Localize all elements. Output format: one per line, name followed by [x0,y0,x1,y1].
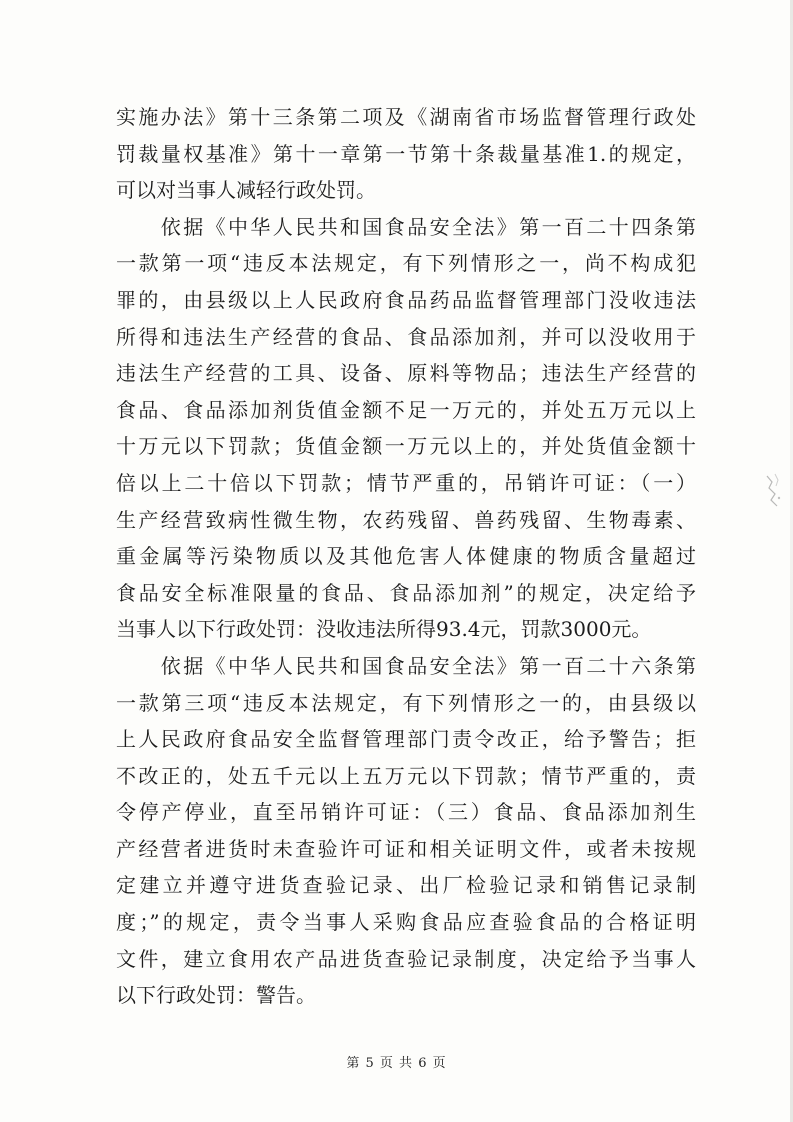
text-line: 所得和违法生产经营的食品、食品添加剂，并可以没收用于 [116,324,696,349]
text-line: 一款第三项“违反本法规定，有下列情形之一的，由县级以 [116,690,696,715]
text-line: 罪的，由县级以上人民政府食品药品监督管理部门没收违法 [116,287,696,312]
text-line: 十万元以下罚款；货值金额一万元以上的，并处货值金额十 [116,434,696,459]
text-line: 罚裁量权基准》第十一章第一节第十条裁量基准1.的规定， [116,141,696,166]
text-line: 不改正的，处五千元以上五万元以下罚款；情节严重的，责 [116,763,696,788]
text-line: 文件，建立食用农产品进货查验记录制度，决定给予当事人 [116,946,696,971]
text-line: 重金属等污染物质以及其他危害人体健康的物质含量超过 [116,544,696,569]
text-line: 生产经营致病性微生物，农药残留、兽药残留、生物毒素、 [116,507,696,532]
scan-smudge-mark [763,470,785,516]
text-line: 产经营者进货时未查验许可证和相关证明文件，或者未按规 [116,836,696,861]
text-line: 倍以上二十倍以下罚款；情节严重的，吊销许可证：（一） [116,470,696,495]
page-number-footer: 第 5 页 共 6 页 [346,1056,447,1071]
text-line: 依据《中华人民共和国食品安全法》第一百二十四条第 [116,214,696,239]
body-text [116,99,696,1014]
text-line: 违法生产经营的工具、设备、原料等物品；违法生产经营的 [116,361,696,386]
text-line: 一款第一项“违反本法规定，有下列情形之一，尚不构成犯 [116,251,696,276]
text-line: 实施办法》第十三条第二项及《湖南省市场监督管理行政处 [116,105,696,129]
text-line: 以下行政处罚：警告。 [116,983,316,1008]
text-line: 依据《中华人民共和国食品安全法》第一百二十六条第 [116,653,696,678]
text-line: 度；”的规定，责令当事人采购食品应查验食品的合格证明 [116,910,696,935]
text-line: 食品安全标准限量的食品、食品添加剂”的规定，决定给予 [116,580,696,605]
text-line: 食品、食品添加剂货值金额不足一万元的，并处五万元以上 [116,397,696,422]
text-line: 定建立并遵守进货查验记录、出厂检验记录和销售记录制 [116,873,696,898]
text-line: 令停产停业，直至吊销许可证：（三）食品、食品添加剂生 [116,800,696,825]
text-line: 当事人以下行政处罚：没收违法所得93.4元，罚款3000元。 [116,617,652,642]
text-line: 可以对当事人减轻行政处罚。 [116,178,376,203]
text-line: 上人民政府食品安全监督管理部门责令改正，给予警告；拒 [116,727,696,752]
